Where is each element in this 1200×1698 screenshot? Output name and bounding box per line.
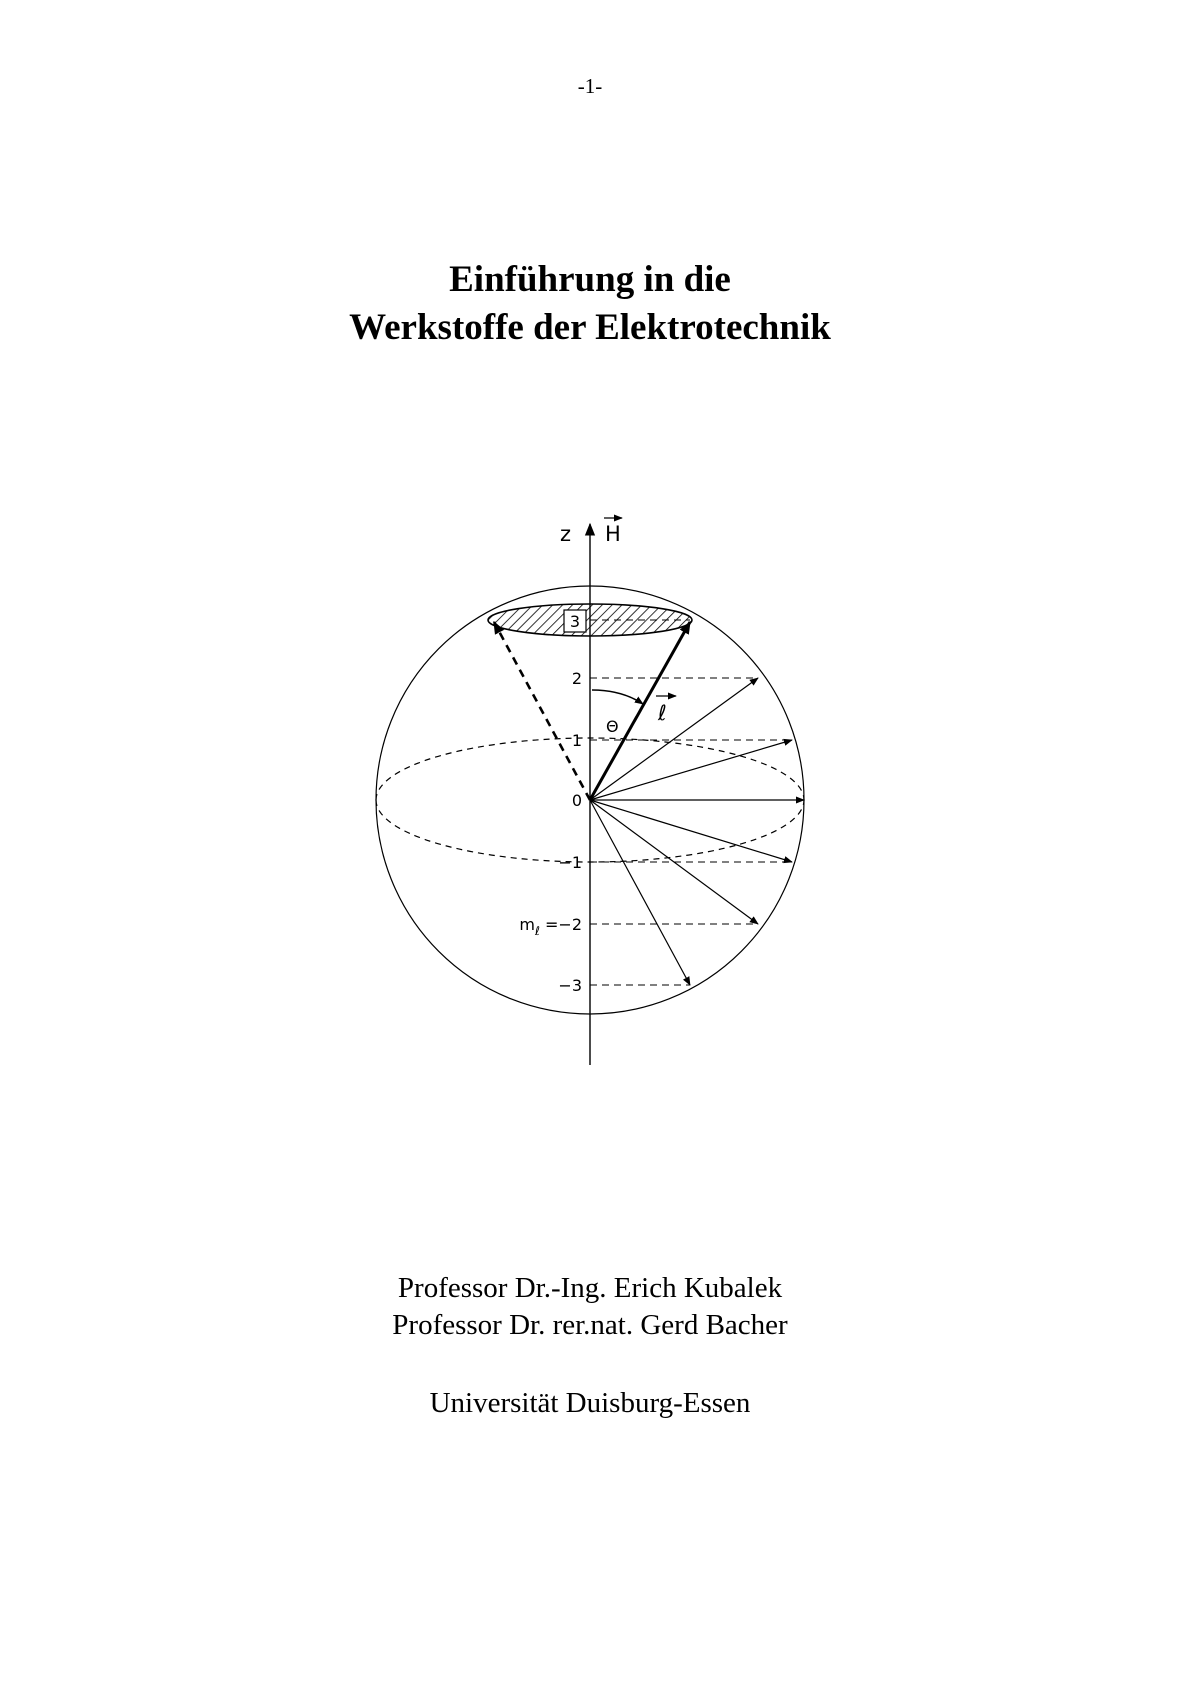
tick-label-ml-minus-2: $m_\ell =-2$ (519, 915, 582, 938)
page-number: -1- (577, 74, 603, 98)
tick-label-minus-3: −3 (558, 976, 582, 995)
title-line-1: Einführung in die (449, 259, 731, 300)
theta-arc (592, 690, 643, 704)
university: Universität Duisburg-Essen (429, 1387, 751, 1419)
tick-label-0: 0 (571, 791, 582, 810)
precessed-vector (494, 622, 590, 800)
author-1: Professor Dr.-Ing. Erich Kubalek (397, 1272, 783, 1304)
angular-momentum-quantization-figure (360, 500, 820, 1070)
authors (0, 1270, 1180, 1344)
vector-label: ℓ (658, 701, 667, 725)
vector-model-diagram (360, 500, 820, 1070)
box-3-label: 3 (569, 612, 581, 631)
projection-vectors (590, 678, 804, 985)
document-title (0, 256, 1180, 352)
title-line-2: Werkstoffe der Elektrotechnik (349, 307, 831, 348)
z-axis-label: z (560, 522, 572, 546)
theta-label: Θ (606, 717, 619, 736)
tick-label-minus-1: −1 (558, 853, 582, 872)
author-2: Professor Dr. rer.nat. Gerd Bacher (392, 1309, 788, 1341)
field-label: H (605, 522, 621, 546)
level-lines (590, 620, 792, 985)
angular-momentum-vector (590, 622, 690, 800)
tick-label-1: 1 (571, 731, 582, 750)
tick-label-2: 2 (571, 669, 582, 688)
